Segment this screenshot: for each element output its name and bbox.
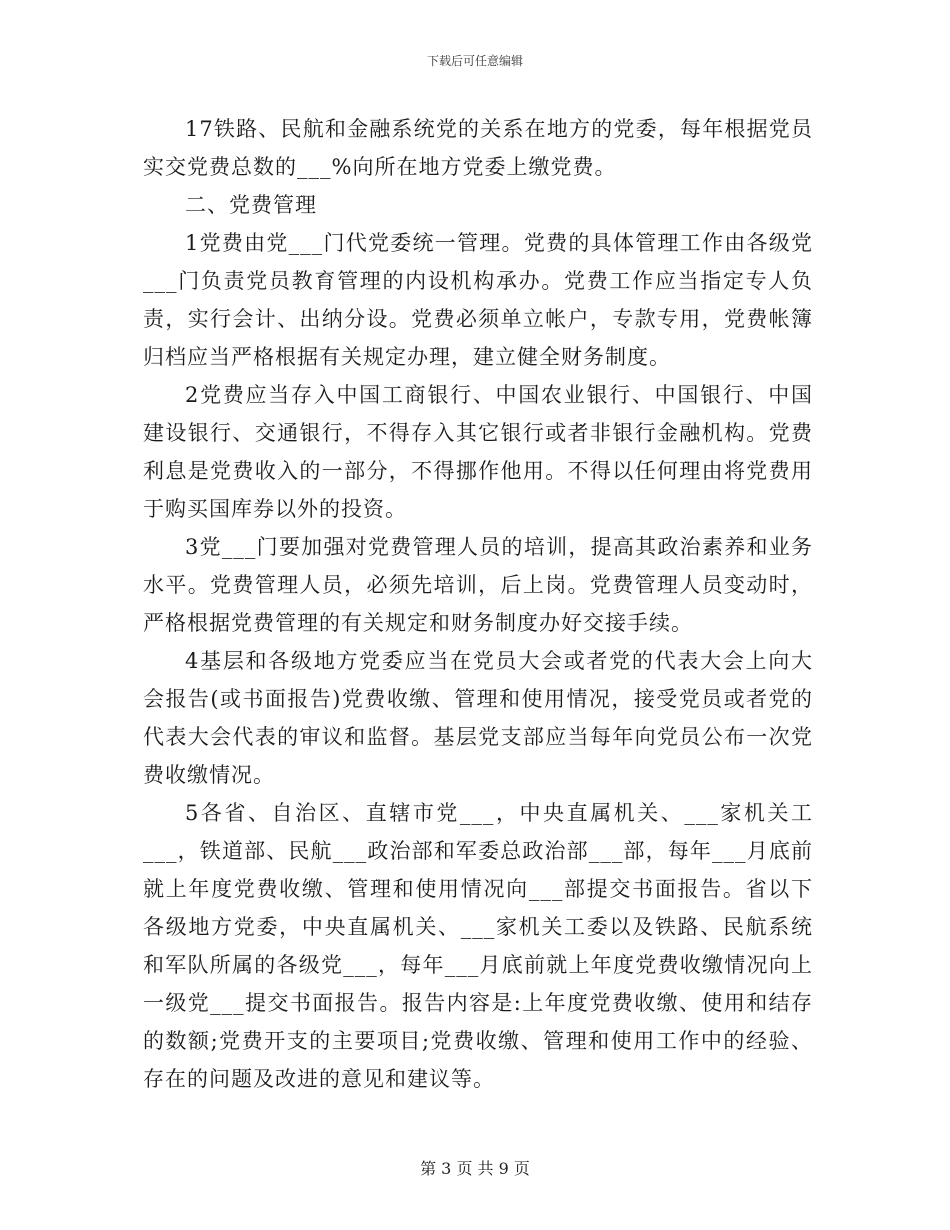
paragraph-17-remittance: 17铁路、民航和金融系统党的关系在地方的党委，每年根据党员实交党费总数的___%向所在地方党委上缴党费。 — [143, 117, 813, 179]
paragraph-3-training: 3党___门要加强对党费管理人员的培训，提高其政治素养和业务水平。党费管理人员，必须先培训，后上岗。党费管理人员变动时，严格根据党费管理的有关规定和财务制度办好交接手续。 — [143, 535, 813, 635]
paragraph-1-management: 1党费由党___门代党委统一管理。党费的具体管理工作由各级党___门负责党员教育管理的内设机构承办。党费工作应当指定专人负责，实行会计、出纳分设。党费必须单立帐户，专款专用，党费帐簿归档应当严格根据有关规定办理，建立健全财务制度。 — [143, 231, 813, 369]
document-body — [143, 110, 813, 1098]
section-heading-fee-management: 二、党费管理 — [185, 193, 317, 217]
page-number: 第 3 页 共 9 页 — [420, 1159, 530, 1178]
header-note: 下载后可任意编辑 — [426, 54, 523, 68]
paragraph-4-reporting: 4基层和各级地方党委应当在党员大会或者党的代表大会上向大会报告(或书面报告)党费收缴、管理和使用情况，接受党员或者党的代表大会代表的审议和监督。基层党支部应当每年向党员公布一次党费收缴情况。 — [143, 649, 813, 787]
paragraph-5-written-report: 5各省、自治区、直辖市党___，中央直属机关、___家机关工___，铁道部、民航___政治部和军委总政治部___部，每年___月底前就上年度党费收缴、管理和使用情况向___部提交书面报告。省以下各级地方党委，中央直属机关、___家机关工委以及铁路、民航系统和军队所属的各级党___，每年___月底前就上年度党费收缴情况向上一级党___提交书面报告。报告内容是:上年度党费收缴、使用和结存的数额;党费开支的主要项目;党费收缴、管理和使用工作中的经验、存在的问题及改进的意见和建议等。 — [143, 801, 813, 1091]
paragraph-2-banking: 2党费应当存入中国工商银行、中国农业银行、中国银行、中国建设银行、交通银行，不得存入其它银行或者非银行金融机构。党费利息是党费收入的一部分，不得挪作他用。不得以任何理由将党费用于购买国库券以外的投资。 — [143, 383, 813, 521]
